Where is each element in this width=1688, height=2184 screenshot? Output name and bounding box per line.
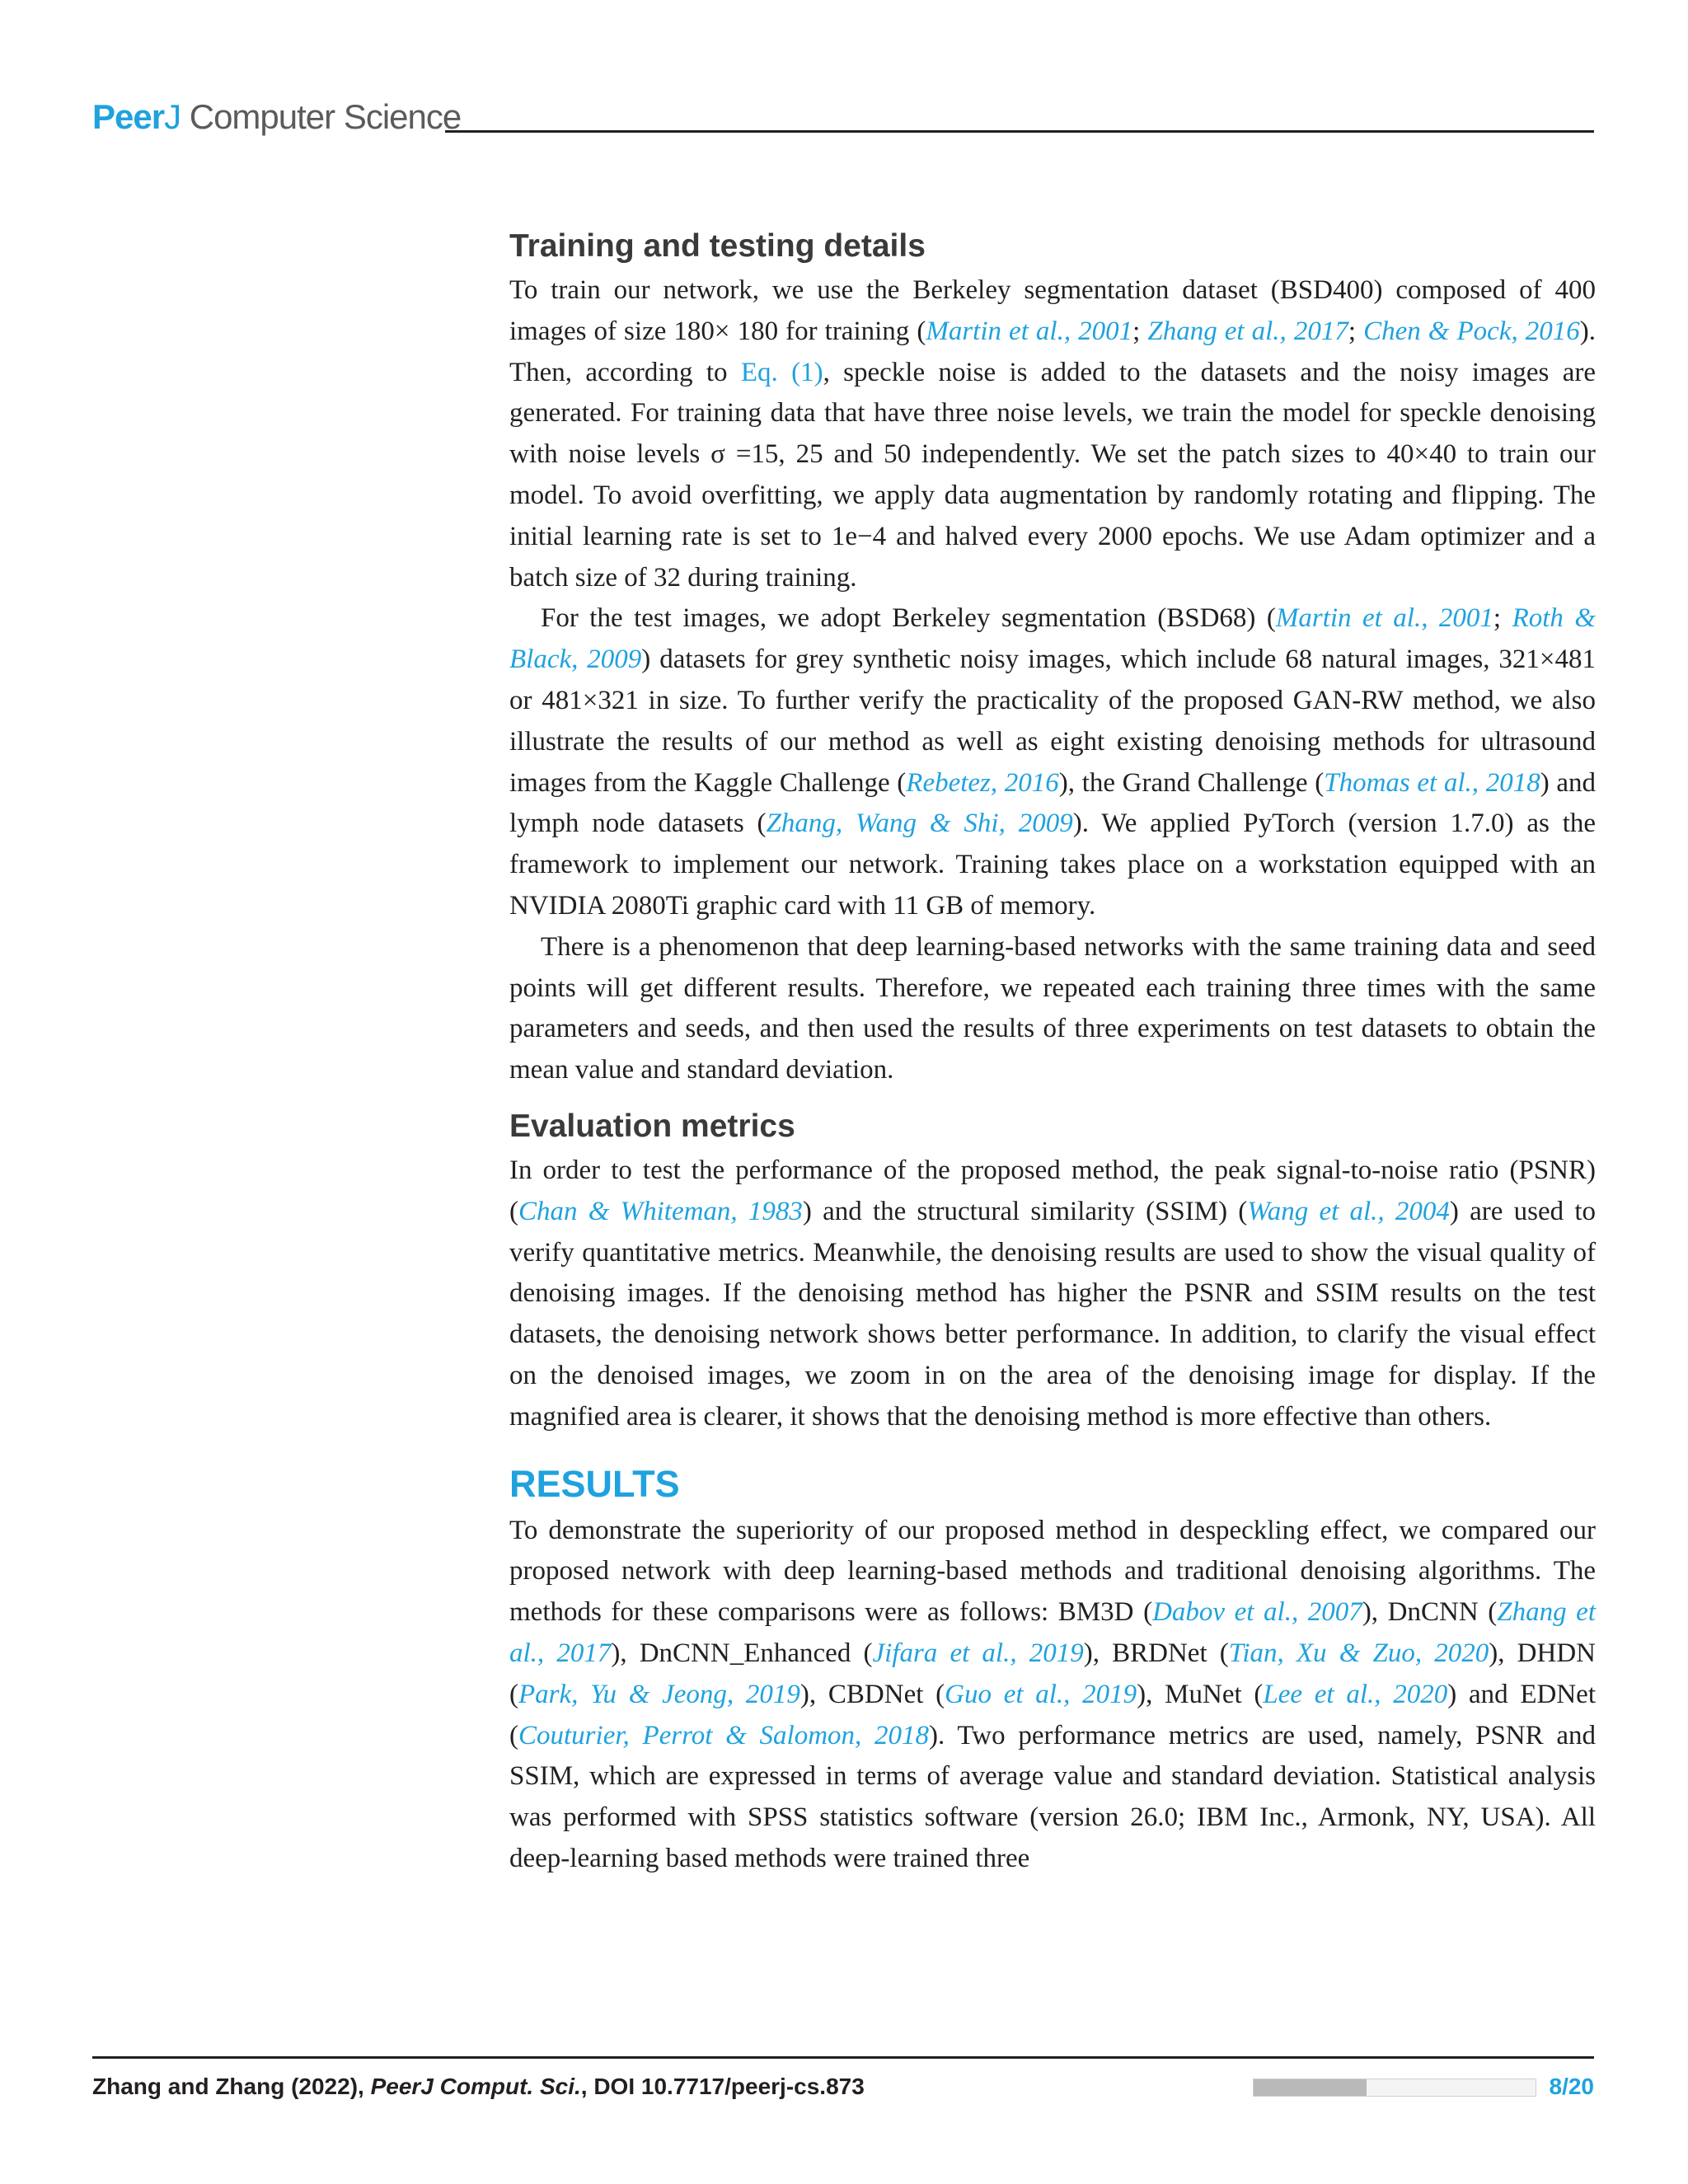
- citation-link[interactable]: Zhang, Wang & Shi, 2009: [766, 808, 1073, 839]
- citation-link[interactable]: Lee et al., 2020: [1263, 1679, 1448, 1709]
- paragraph: [509, 927, 1596, 1091]
- text-run: There is a phenomenon that deep learning-based networks with the same training data and seed points will get different results. Therefore, we repeated each training three times with the same parameters and seeds, and then used the results of three experiments on test datasets to obtain the mean value and standard deviation.: [509, 931, 1596, 1085]
- citation-link[interactable]: Jifara et al., 2019: [872, 1638, 1084, 1668]
- text-run: ;: [1348, 316, 1364, 346]
- text-run: ) and the structural similarity (SSIM) (: [802, 1196, 1248, 1226]
- equation-link[interactable]: Eq. (1): [740, 357, 823, 387]
- text-run: In order to test the performance of the proposed method, the peak signal-to-noise ratio (PSNR) (: [509, 1155, 1596, 1226]
- text-run: ), DnCNN (: [1362, 1597, 1498, 1628]
- page-progress-bar: [1253, 2079, 1536, 2097]
- header-rule: [445, 130, 1594, 133]
- citation-link[interactable]: Martin et al., 2001: [926, 316, 1133, 346]
- citation-link[interactable]: Chan & Whiteman, 1983: [518, 1196, 803, 1226]
- citation-link[interactable]: Martin et al., 2001: [1275, 603, 1493, 634]
- text-run: ) are used to verify quantitative metrics. Meanwhile, the denoising results are used to show the visual quality of denoising images. If the denoising method has higher the PSNR and SSIM results on the test datasets, the denoising network shows better performance. In addition, to clarify the visual effect on the denoised images, we zoom in on the area of the denoising image for display. If the magnified area is clearer, it shows that the denoising method is more effective than others.: [509, 1196, 1596, 1432]
- paragraph: [509, 270, 1596, 598]
- citation-link[interactable]: Zhang et al., 2017: [1147, 316, 1348, 346]
- page-progress-fill: [1254, 2079, 1367, 2096]
- section-heading-evaluation: Evaluation metrics: [509, 1108, 795, 1144]
- citation-link[interactable]: Roth & Black, 2009: [509, 603, 1597, 675]
- citation-link[interactable]: Thomas et al., 2018: [1324, 767, 1540, 798]
- citation-link[interactable]: Dabov et al., 2007: [1152, 1597, 1362, 1628]
- citation-link[interactable]: Rebetez, 2016: [906, 767, 1059, 798]
- text-run: ), CBDNet (: [799, 1679, 945, 1709]
- text-run: , speckle noise is added to the datasets and the noisy images are generated. For training data that have three noise levels, we train the model for speckle denoising with noise levels σ =15, 25 and 50 independently. We set the patch sizes to 40×40 to train our model. To avoid overfitting, we apply data augmentation by randomly rotating and flipping. The initial learning rate is set to 1e−4 and halved every 2000 epochs. We use Adam optimizer and a batch size of 32 during training.: [509, 357, 1596, 593]
- section-heading-results: RESULTS: [509, 1462, 680, 1505]
- text-run: ). Two performance metrics are used, namely, PSNR and SSIM, which are expressed in terms of average value and standard deviation. Statistical analysis was performed with SPSS statistics software (version 26.0; IBM Inc., Armonk, NY, USA). All deep-learning based methods were trained three: [509, 1720, 1597, 1873]
- text-run: ), the Grand Challenge (: [1058, 767, 1325, 798]
- section-heading-training: Training and testing details: [509, 228, 926, 264]
- text-run: To train our network, we use the Berkeley segmentation dataset (BSD400) composed of 400 images of size 180× 180 for training (: [509, 275, 1596, 346]
- footer-rule: [92, 2056, 1594, 2059]
- citation-link[interactable]: Tian, Xu & Zuo, 2020: [1228, 1638, 1489, 1668]
- paragraph: [509, 1151, 1596, 1438]
- text-run: ) datasets for grey synthetic noisy images, which include 68 natural images, 321×481 or 481×321 in size. To further verify the practicality of the proposed GAN-RW method, we also illustrate the results of our method as well as eight existing denoising methods for ultrasound images from the Kaggle Challenge (: [509, 644, 1596, 798]
- text-run: ), DnCNN_Enhanced (: [611, 1638, 873, 1668]
- text-run: ), BRDNet (: [1083, 1638, 1229, 1668]
- citation-link[interactable]: Chen & Pock, 2016: [1363, 316, 1580, 346]
- citation-link[interactable]: Park, Yu & Jeong, 2019: [518, 1679, 800, 1709]
- text-run: ), MuNet (: [1137, 1679, 1264, 1709]
- text-run: ). We applied PyTorch (version 1.7.0) as the framework to implement our network. Training takes place on a workstation equipped with an NVIDIA 2080Ti graphic card with 11 GB of memory.: [509, 808, 1597, 921]
- text-run: ) and EDNet (: [509, 1679, 1596, 1750]
- footer-citation: Zhang and Zhang (2022), PeerJ Comput. Sci., DOI 10.7717/peerj-cs.873: [92, 2074, 865, 2099]
- text-run: For the test images, we adopt Berkeley segmentation (BSD68) (: [541, 603, 1276, 634]
- text-run: ), DHDN (: [509, 1638, 1596, 1709]
- text-run: ;: [1493, 603, 1512, 634]
- citation-link[interactable]: Couturier, Perrot & Salomon, 2018: [518, 1720, 930, 1750]
- citation-link[interactable]: Wang et al., 2004: [1247, 1196, 1450, 1226]
- journal-logo: PeerJ Computer Science: [92, 97, 462, 136]
- text-run: ). Then, according to: [509, 316, 1596, 387]
- paragraph: [509, 1511, 1596, 1880]
- citation-link[interactable]: Guo et al., 2019: [945, 1679, 1137, 1709]
- text-run: ) and lymph node datasets (: [509, 767, 1596, 839]
- page-header: [92, 97, 1594, 147]
- text-run: ;: [1132, 316, 1148, 346]
- paragraph: [509, 598, 1596, 926]
- text-run: To demonstrate the superiority of our proposed method in despeckling effect, we compared our proposed network with deep learning-based methods and traditional denoising algorithms. The methods for these comparisons were as follows: BM3D (: [509, 1515, 1596, 1628]
- page-footer: [92, 2074, 1594, 2107]
- citation-link[interactable]: Zhang et al., 2017: [509, 1597, 1596, 1668]
- main-content: [509, 223, 1596, 1880]
- page-number: 8/20: [1549, 2074, 1594, 2099]
